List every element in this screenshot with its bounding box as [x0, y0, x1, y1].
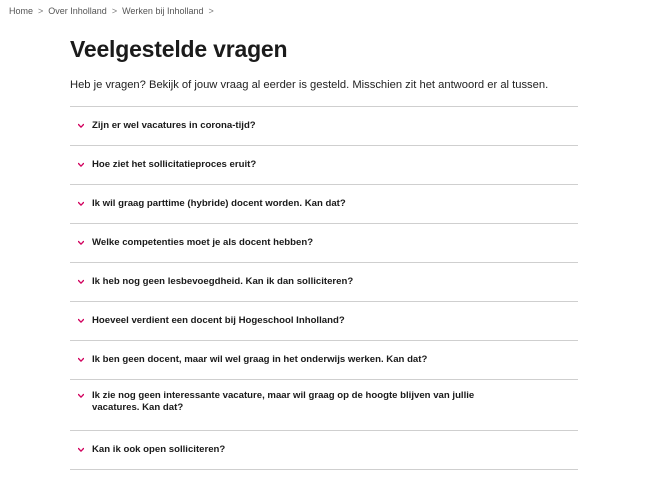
faq-item[interactable] [70, 263, 578, 302]
faq-question: Hoeveel verdient een docent bij Hogeschool Inholland? [92, 315, 345, 326]
chevron-down-icon [78, 357, 84, 363]
faq-item[interactable] [70, 224, 578, 263]
faq-item[interactable] [70, 431, 578, 470]
faq-question: Ik heb nog geen lesbevoegdheid. Kan ik dan solliciteren? [92, 276, 354, 287]
chevron-down-icon [78, 123, 84, 129]
chevron-down-icon [78, 162, 84, 168]
breadcrumb-over-inholland[interactable]: Over Inholland [48, 6, 107, 16]
faq-item[interactable] [70, 185, 578, 224]
intro-text: Heb je vragen? Bekijk of jouw vraag al eerder is gesteld. Misschien zit het antwoord er al tussen. [70, 79, 549, 91]
faq-question: Zijn er wel vacatures in corona-tijd? [92, 120, 256, 131]
faq-item[interactable] [70, 341, 578, 380]
chevron-down-icon [78, 393, 84, 399]
faq-question: Hoe ziet het sollicitatieproces eruit? [92, 159, 257, 170]
chevron-down-icon [78, 201, 84, 207]
faq-item[interactable] [70, 302, 578, 341]
faq-list [70, 106, 578, 470]
breadcrumb-separator: > [111, 6, 118, 16]
breadcrumb [9, 6, 219, 16]
faq-question: Ik wil graag parttime (hybride) docent worden. Kan dat? [92, 198, 346, 209]
breadcrumb-separator: > [208, 6, 214, 16]
faq-question: Kan ik ook open solliciteren? [92, 444, 226, 455]
chevron-down-icon [78, 318, 84, 324]
faq-question: Welke competenties moet je als docent hebben? [92, 237, 314, 248]
faq-item[interactable] [70, 380, 578, 431]
chevron-down-icon [78, 279, 84, 285]
breadcrumb-werken-bij-inholland[interactable]: Werken bij Inholland [122, 6, 204, 16]
main-content [70, 35, 578, 470]
faq-item[interactable] [70, 146, 578, 185]
page-title: Veelgestelde vragen [70, 36, 288, 62]
chevron-down-icon [78, 240, 84, 246]
faq-question: Ik ben geen docent, maar wil wel graag in het onderwijs werken. Kan dat? [92, 354, 428, 365]
chevron-down-icon [78, 447, 84, 453]
faq-item[interactable] [70, 107, 578, 146]
faq-question: Ik zie nog geen interessante vacature, maar wil graag op de hoogte blijven van jullie vacatures. Kan dat? [92, 390, 475, 413]
breadcrumb-separator: > [38, 6, 44, 16]
breadcrumb-home[interactable]: Home [9, 6, 34, 16]
